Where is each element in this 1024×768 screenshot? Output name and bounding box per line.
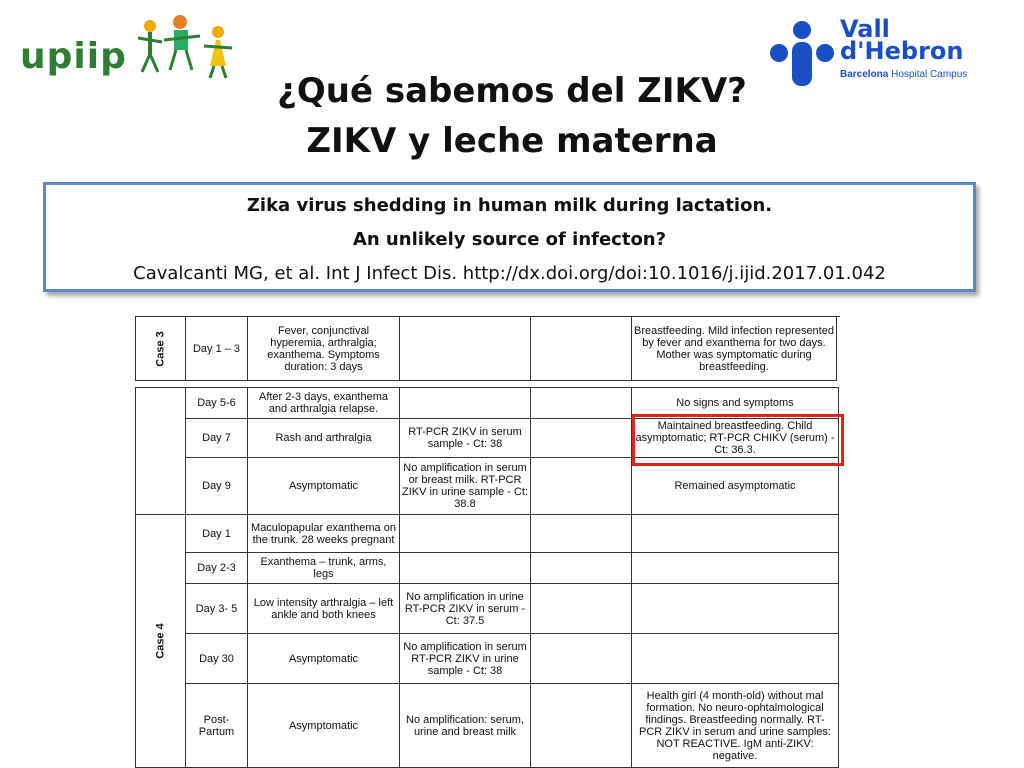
cell-lab [400,515,531,553]
cell-symptoms: Rash and arthralgia [248,419,400,458]
case-blank-cell [136,388,186,515]
cell-col4 [531,317,632,381]
cell-lab [400,553,531,584]
cell-lab: RT-PCR ZIKV in serum sample - Ct: 38 [400,419,531,458]
cell-day: Post-Partum [186,684,248,768]
cell-symptoms: Asymptomatic [248,458,400,515]
vall-hebron-subtitle [840,69,967,80]
cell-symptoms: Maculopapular exanthema on the trunk. 28 weeks pregnant [248,515,400,553]
reference-title-line-1: Zika virus shedding in human milk during lactation. [246,195,773,216]
cell-lab: No amplification in serum or breast milk. RT-PCR ZIKV in urine sample - Ct: 38.8 [400,458,531,515]
cell-symptoms: Asymptomatic [248,684,400,768]
slide-title [212,66,812,166]
upiip-logo [14,12,234,87]
cell-col4 [531,584,632,634]
cell-symptoms: Low intensity arthralgia – left ankle and both knees [248,584,400,634]
cell-day: Day 1 [186,515,248,553]
reference-citation: Cavalcanti MG, et al. Int J Infect Dis. http://dx.doi.org/doi:10.1016/j.ijid.2017.01.042 [133,263,886,284]
cell-notes [632,584,839,634]
cell-col4 [531,515,632,553]
cell-notes: Health girl (4 month-old) without mal formation. No neuro-ophtalmological findings. Breastfeeding normally. RT-PCR ZIKV in serum and urine samples: NOT REACTIVE. IgM anti-ZIKV: negative. [632,684,839,768]
cell-symptoms: Exanthema – trunk, arms, legs [248,553,400,584]
title-line-1: ¿Qué sabemos del ZIKV? [277,71,747,111]
reference-title-line-2: An unlikely source of infecton? [352,229,667,250]
cell-col4 [531,388,632,419]
cell-day: Day 5-6 [186,388,248,419]
cell-col4 [531,553,632,584]
cell-col4 [531,634,632,684]
cell-day: Day 1 – 3 [186,317,248,381]
vall-hebron-name: Vall d'Hebron [840,15,964,65]
cell-lab: No amplification in serum RT-PCR ZIKV in urine sample - Ct: 38 [400,634,531,684]
cell-day: Day 30 [186,634,248,684]
table-row [136,317,837,381]
cell-notes [632,553,839,584]
cell-lab: No amplification in urine RT-PCR ZIKV in serum - Ct: 37.5 [400,584,531,634]
cell-notes: No signs and symptoms [632,388,839,419]
cell-col4 [531,458,632,515]
table-row [136,458,839,515]
cell-notes: Maintained breastfeeding. Child asymptomatic; RT-PCR CHIKV (serum) - Ct: 36.3. [632,419,839,458]
title-line-2: ZIKV y leche materna [306,121,718,161]
case3-table [135,316,837,381]
reference-box [43,182,976,292]
table-row [136,684,839,768]
cell-notes: Remained asymptomatic [632,458,839,515]
cell-col4 [531,684,632,768]
table-row [136,515,839,553]
vall-hebron-city: Barcelona [840,69,889,80]
case3-label: Case 3 [136,317,186,381]
highlight-box [632,414,844,466]
case-table-scan [135,310,840,768]
cell-symptoms: After 2-3 days, exanthema and arthralgia relapse. [248,388,400,419]
cell-day: Day 2-3 [186,553,248,584]
table-row [136,553,839,584]
table-row [136,584,839,634]
cell-notes [632,515,839,553]
cell-notes: Breastfeeding. Mild infection represented by fever and exanthema for two days. Mother was symptomatic during breastfeeding. [632,317,837,381]
cell-lab: No amplification: serum, urine and breast milk [400,684,531,768]
cell-day: Day 9 [186,458,248,515]
vall-hebron-campus: Hospital Campus [891,69,968,80]
upiip-wordmark: upiip [20,36,127,77]
cell-col4 [531,419,632,458]
cell-day: Day 7 [186,419,248,458]
case4-label: Case 4 [136,515,186,768]
cell-symptoms: Fever, conjunctival hyperemia, arthralgia; exanthema. Symptoms duration: 3 days [248,317,400,381]
cell-symptoms: Asymptomatic [248,634,400,684]
cell-lab [400,317,531,381]
cell-lab [400,388,531,419]
cell-notes [632,634,839,684]
cell-day: Day 3- 5 [186,584,248,634]
table-row [136,634,839,684]
